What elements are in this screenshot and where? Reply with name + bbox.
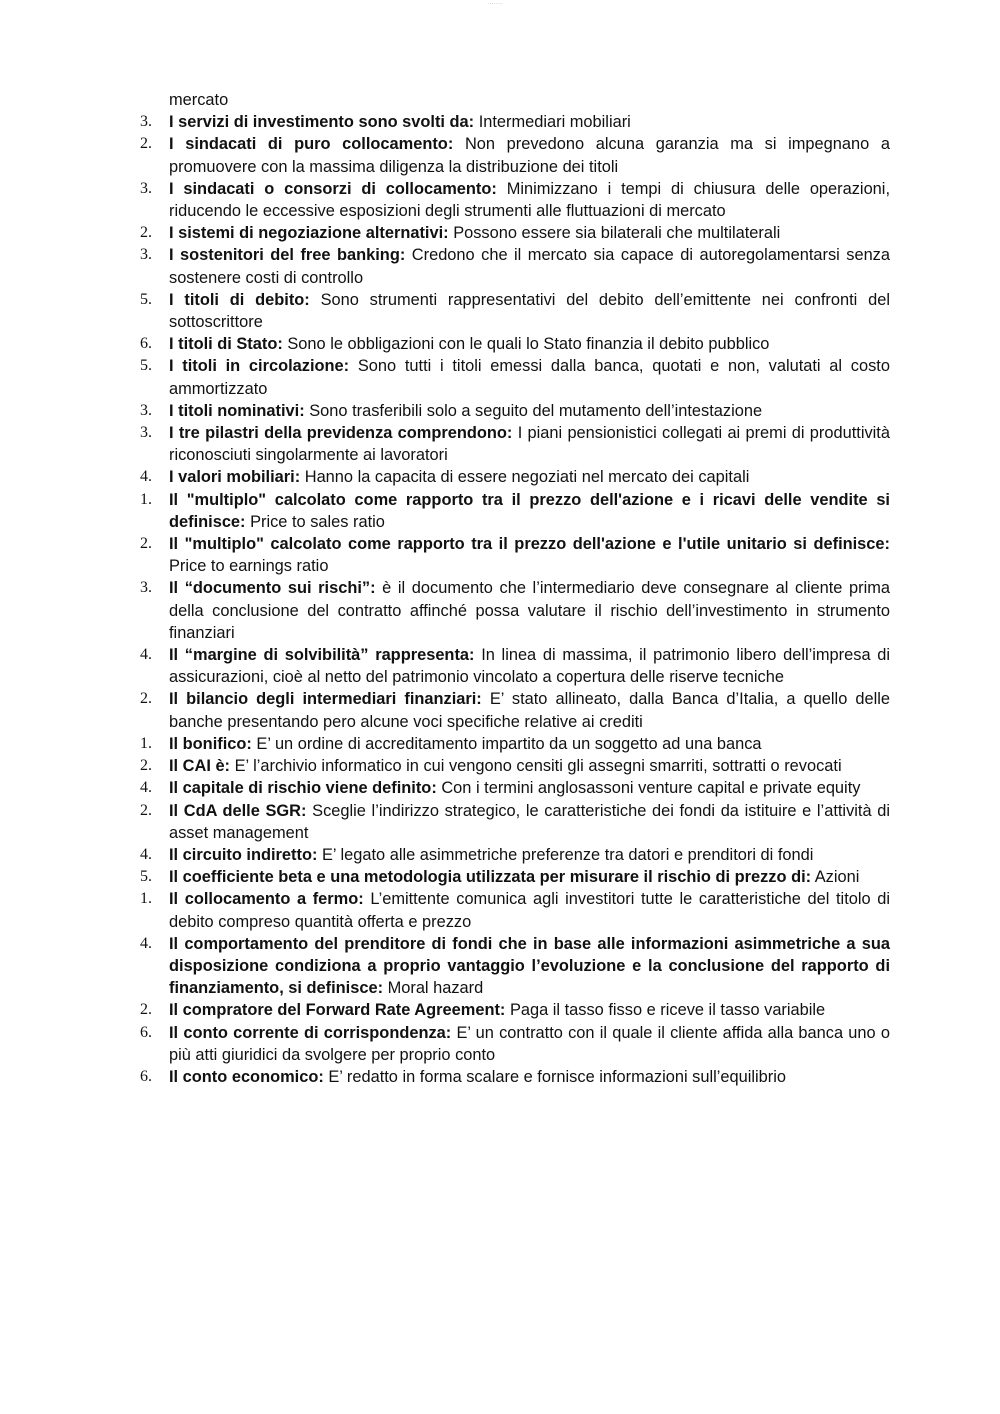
question-text: Il “margine di solvibilità” rappresenta: <box>169 646 475 665</box>
answer-text: Hanno la capacita di essere negoziati nel mercato dei capitali <box>304 468 750 487</box>
item-number: 3. <box>140 424 152 442</box>
answer-text: I piani pensionistici collegati ai premi di produttività riconosciuti singolarmente ai lavoratori <box>169 424 890 465</box>
item-number: 1. <box>140 890 152 908</box>
question-text: Il bonifico: <box>169 734 252 753</box>
item-number: 2. <box>140 135 152 153</box>
item-number: 5. <box>140 868 152 886</box>
list-item <box>138 111 890 133</box>
item-number: 1. <box>140 734 152 752</box>
item-number: 6. <box>140 1023 152 1041</box>
question-text: Il "multiplo" calcolato come rapporto tra il prezzo dell'azione e l'utile unitario si definisce: <box>169 535 890 554</box>
list-item <box>138 289 890 333</box>
item-number: 2. <box>140 757 152 775</box>
question-text: Il CAI è: <box>169 757 231 776</box>
list-item <box>138 866 890 888</box>
item-number: 5. <box>140 357 152 375</box>
item-number: 4. <box>140 934 152 952</box>
answer-text: Possono essere sia bilaterali che multilaterali <box>453 224 781 243</box>
item-number: 3. <box>140 246 152 264</box>
question-text: I titoli nominativi: <box>169 401 305 420</box>
list-item <box>138 888 890 932</box>
question-text: Il collocamento a fermo: <box>169 890 364 909</box>
quiz-answer-list <box>138 89 890 1088</box>
item-number: 2. <box>140 224 152 242</box>
question-text: Il coefficiente beta e una metodologia utilizzata per misurare il rischio di prezzo di: <box>169 868 812 887</box>
answer-text: Price to earnings ratio <box>169 557 329 576</box>
question-text: I titoli di Stato: <box>169 335 283 354</box>
list-item <box>138 222 890 244</box>
answer-text: Moral hazard <box>387 979 484 998</box>
question-text: Il compratore del Forward Rate Agreement: <box>169 1001 506 1020</box>
question-text: Il conto economico: <box>169 1067 324 1086</box>
item-number: 2. <box>140 690 152 708</box>
answer-text: In linea di massima, il patrimonio libero dell’impresa di assicurazioni, cioè al netto del patrimonio vincolato a copertura delle riserve tecniche <box>169 646 891 687</box>
list-item <box>138 999 890 1021</box>
question-text: Il conto corrente di corrispondenza: <box>169 1023 452 1042</box>
list-item <box>138 644 890 688</box>
item-number: 5. <box>140 290 152 308</box>
answer-text: Sono le obbligazioni con le quali lo Stato finanzia il debito pubblico <box>287 335 770 354</box>
question-text: Il "multiplo" calcolato come rapporto tra il prezzo dell'azione e i ricavi delle vendite si definisce: <box>169 490 890 531</box>
question-text: Il “documento sui rischi”: <box>169 579 376 598</box>
question-text: I sostenitori del free banking: <box>169 246 406 265</box>
answer-text: Sceglie l’indirizzo strategico, le caratteristiche dei fondi da istituire e l’attività di asset management <box>169 801 890 842</box>
question-text: I servizi di investimento sono svolti da: <box>169 113 475 132</box>
answer-text: Con i termini anglosassoni venture capital e private equity <box>441 779 861 798</box>
entries-list <box>138 111 890 1088</box>
list-item <box>138 1066 890 1088</box>
item-number: 4. <box>140 845 152 863</box>
question-text: Il comportamento del prenditore di fondi che in base alle informazioni asimmetriche a sua disposizione condiziona a proprio vantaggio l’evoluzione e la conclusione del rapporto di finanziamento, si definisce: <box>169 934 890 998</box>
list-item <box>138 800 890 844</box>
continuation-text: mercato <box>169 91 229 109</box>
list-item <box>138 733 890 755</box>
list-item <box>138 244 890 288</box>
answer-text: E’ l’archivio informatico in cui vengono censiti gli assegni smarriti, sottratti o revocati <box>234 757 842 776</box>
item-number: 2. <box>140 535 152 553</box>
answer-text: Minimizzano i tempi di chiusura delle operazioni, riducendo le eccessive esposizioni degli strumenti alle fluttuazioni di mercato <box>169 179 890 221</box>
answer-text: E’ redatto in forma scalare e fornisce informazioni sull’equilibrio <box>328 1067 786 1086</box>
list-item <box>138 688 890 732</box>
answer-text: Sono trasferibili solo a seguito del mutamento dell’intestazione <box>309 401 763 420</box>
list-item <box>138 133 890 177</box>
question-text: I sindacati di puro collocamento: <box>169 135 454 154</box>
answer-text: E’ un contratto con il quale il cliente affida alla banca uno o più atti giuridici da svolgere per proprio conto <box>169 1023 890 1064</box>
item-number: 4. <box>140 779 152 797</box>
list-item <box>138 577 890 644</box>
list-item <box>138 400 890 422</box>
list-item <box>138 755 890 777</box>
item-number: 3. <box>140 179 152 197</box>
item-number: 2. <box>140 801 152 819</box>
item-number: 1. <box>140 490 152 508</box>
answer-text: Credono che il mercato sia capace di autoregolamentarsi senza sostenere costi di controllo <box>169 246 890 287</box>
list-item <box>138 933 890 1000</box>
question-text: I valori mobiliari: <box>169 468 301 487</box>
answer-text: Sono strumenti rappresentativi del debito dell’emittente nei confronti del sottoscrittore <box>169 290 890 332</box>
question-text: I titoli in circolazione: <box>169 357 350 376</box>
answer-text: E’ un ordine di accreditamento impartito da un soggetto ad una banca <box>256 734 762 753</box>
answer-text: Intermediari mobiliari <box>478 113 631 132</box>
list-item <box>138 777 890 799</box>
item-number: 3. <box>140 579 152 597</box>
list-item <box>138 1022 890 1066</box>
item-number: 3. <box>140 401 152 419</box>
item-number: 3. <box>140 113 152 131</box>
item-number: 6. <box>140 335 152 353</box>
answer-text: Price to sales ratio <box>250 512 385 531</box>
answer-text: L’emittente comunica agli investitori tutte le caratteristiche del titolo di debito compreso quantità offerta e prezzo <box>169 890 890 931</box>
list-item <box>138 422 890 466</box>
item-number: 4. <box>140 646 152 664</box>
list-item <box>138 178 890 222</box>
list-item <box>138 844 890 866</box>
header-mark: ........ <box>488 0 504 6</box>
answer-text: Sono tutti i titoli emessi dalla banca, quotati e non, valutati al costo ammortizzato <box>169 357 890 398</box>
item-number: 4. <box>140 468 152 486</box>
answer-text: E’ legato alle asimmetriche preferenze tra datori e prenditori di fondi <box>322 845 814 864</box>
question-text: I tre pilastri della previdenza comprendono: <box>169 424 513 443</box>
question-text: Il circuito indiretto: <box>169 845 318 864</box>
answer-text: E’ stato allineato, dalla Banca d’Italia, a quello delle banche presentando pero alcune voci specifiche relative ai crediti <box>169 690 891 731</box>
answer-text: Paga il tasso fisso e riceve il tasso variabile <box>509 1001 826 1020</box>
list-item <box>138 333 890 355</box>
list-item <box>138 466 890 488</box>
answer-text: è il documento che l’intermediario deve consegnare al cliente prima della conclusione del contratto affinché possa valutare il rischio dell’investimento in strumento finanziari <box>169 579 890 642</box>
list-item <box>138 489 890 533</box>
question-text: I sindacati o consorzi di collocamento: <box>169 179 497 198</box>
question-text: Il bilancio degli intermediari finanziari: <box>169 690 482 709</box>
list-item <box>138 533 890 577</box>
answer-text: Azioni <box>814 868 860 887</box>
question-text: I titoli di debito: <box>169 290 310 309</box>
item-number: 6. <box>140 1067 152 1085</box>
question-text: I sistemi di negoziazione alternativi: <box>169 224 449 243</box>
question-text: Il CdA delle SGR: <box>169 801 307 820</box>
question-text: Il capitale di rischio viene definito: <box>169 779 437 798</box>
answer-text: Non prevedono alcuna garanzia ma si impegnano a promuovere con la massima diligenza la distribuzione dei titoli <box>169 135 890 176</box>
item-number: 2. <box>140 1001 152 1019</box>
list-item <box>138 355 890 399</box>
